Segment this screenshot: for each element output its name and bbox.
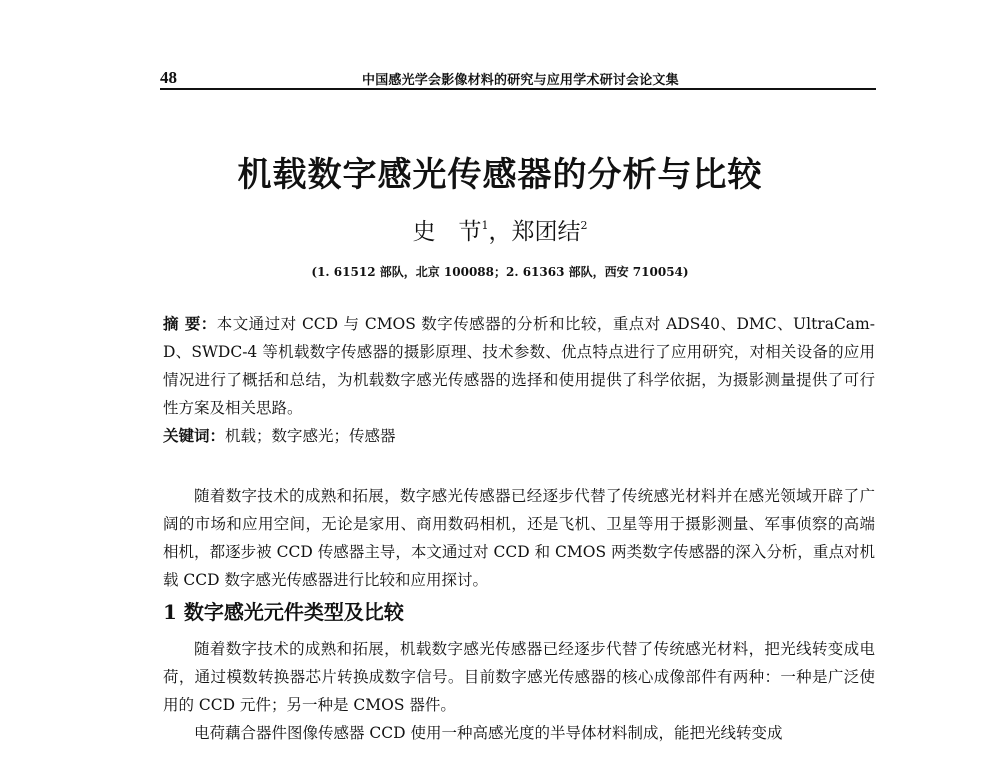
- author-line: [0, 213, 1000, 246]
- body-paragraph: 电荷藕合器件图像传感器 CCD 使用一种高感光度的半导体材料制成，能把光线转变成: [194, 724, 783, 742]
- paper-title: 机载数字感光传感器的分析与比较: [237, 155, 763, 195]
- abstract-label: 摘 要：: [163, 314, 217, 333]
- section-heading: 1 数字感光元件类型及比较: [163, 600, 404, 624]
- author-name: 史 节: [412, 219, 482, 245]
- keywords-label: 关键词：: [163, 426, 226, 445]
- running-title: 中国感光学会影像材料的研究与应用学术研讨会论文集: [362, 73, 679, 88]
- body-paragraph: 随着数字技术的成熟和拓展，机载数字感光传感器已经逐步代替了传统感光材料，把光线转变成电荷，通过模数转换器芯片转换成数字信号。目前数字感光传感器的核心成像部件有两种：一种是广泛使用的 CCD 元件；另一种是 CMOS 器件。: [163, 640, 875, 714]
- keywords-text: 机载；数字感光；传感器: [225, 427, 396, 445]
- affiliation-mark: 2: [580, 219, 588, 232]
- author-name: 郑团结: [511, 219, 581, 245]
- affiliation-mark: 1: [481, 219, 489, 232]
- page-number: 48: [160, 68, 177, 87]
- intro-paragraph: 随着数字技术的成熟和拓展，数字感光传感器已经逐步代替了传统感光材料并在感光领域开辟了广阔的市场和应用空间，无论是家用、商用数码相机，还是飞机、卫星等用于摄影测量、军事侦察的高端相机，都逐步被 CCD 传感器主导，本文通过对 CCD 和 CMOS 两类数字传感器的深入分析，重点对机载 CCD 数字感光传感器进行比较和应用探讨。: [163, 487, 875, 589]
- affiliation: (1. 61512 部队，北京 100088；2. 61363 部队，西安 710054): [311, 265, 689, 279]
- abstract: [163, 310, 875, 422]
- keywords: [163, 422, 875, 450]
- abstract-text: 本文通过对 CCD 与 CMOS 数字传感器的分析和比较，重点对 ADS40、DMC、UltraCam-D、SWDC-4 等机载数字传感器的摄影原理、技术参数、优点特点进行了应用研究，对相关设备的应用情况进行了概括和总结，为机载数字感光传感器的选择和使用提供了科学依据，为摄影测量提供了可行性方案及相关思路。: [163, 315, 875, 417]
- running-header: [160, 68, 876, 90]
- author-separator: ，: [488, 219, 512, 245]
